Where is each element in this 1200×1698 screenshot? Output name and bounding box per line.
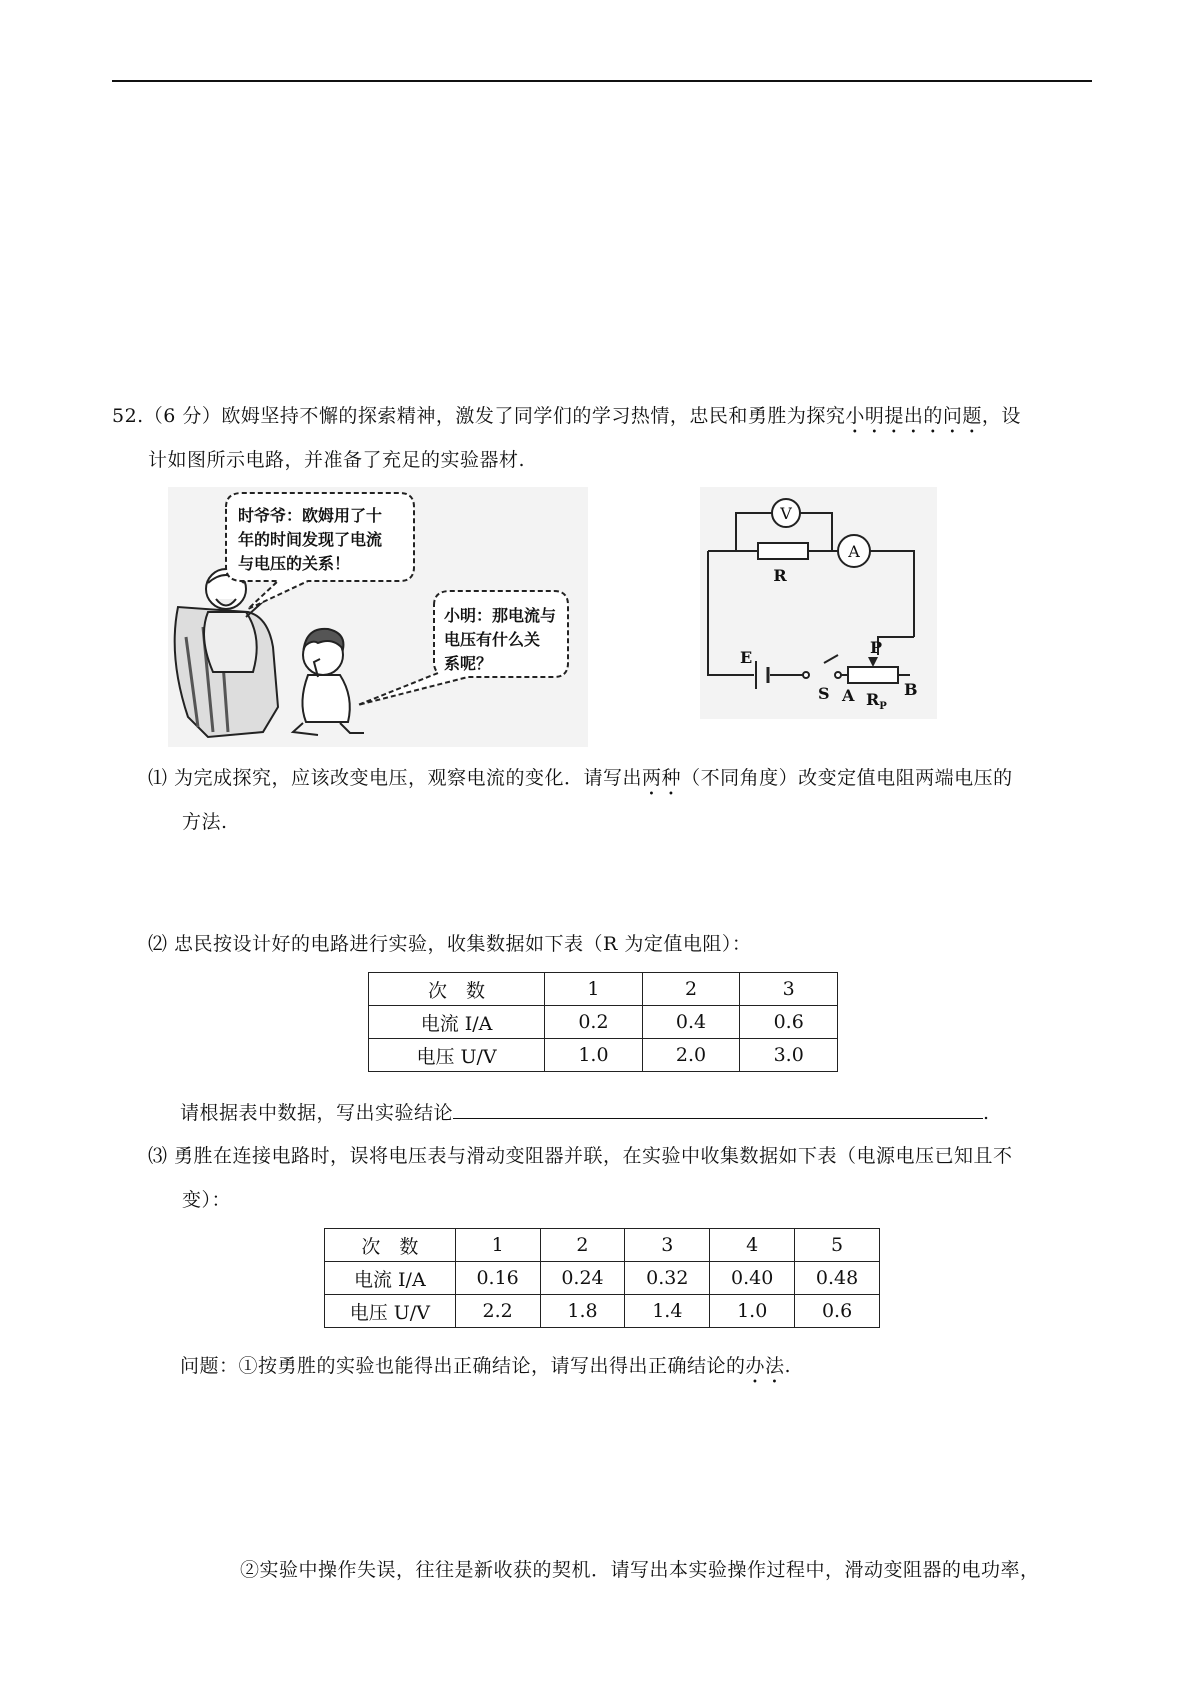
- part3-line-1: ⑶ 勇胜在连接电路时，误将电压表与滑动变阻器并联，在实验中收集数据如下表（电源电压已知且不: [148, 1145, 1013, 1167]
- table1-header-cell: 3: [740, 973, 838, 1006]
- table1-cell: 1.0: [545, 1039, 643, 1072]
- rheostat-label: $R_P$: [866, 690, 887, 712]
- table1-cell: 2.0: [642, 1039, 740, 1072]
- table1-row-label: 电压 U/V: [369, 1039, 545, 1072]
- table2-header-trials: 次 数: [325, 1229, 456, 1262]
- question-52-line-1: 52.（6 分）欧姆坚持不懈的探索精神，激发了同学们的学习热情，忠民和勇胜为探究小明提出的问题，设: [112, 405, 1021, 427]
- part2-intro: ⑵ 忠民按设计好的电路进行实验，收集数据如下表（R 为定值电阻）：: [148, 933, 752, 955]
- header-rule: [112, 80, 1092, 82]
- source-label: E: [740, 648, 753, 667]
- bubble2-line-3: 系呢？: [444, 654, 493, 673]
- part2-conclusion-line: 请根据表中数据，写出实验结论 .: [180, 1098, 990, 1127]
- table2-cell: 0.16: [455, 1262, 540, 1295]
- voltmeter-label: V: [780, 504, 792, 523]
- table1-header-cell: 2: [642, 973, 740, 1006]
- conclusion-answer-blank[interactable]: [453, 1098, 983, 1119]
- rheostat-end-a-label: A: [842, 686, 855, 705]
- table2-cell: 2.2: [455, 1295, 540, 1328]
- table2-cell: 0.48: [795, 1262, 880, 1295]
- table2-cell: 0.40: [710, 1262, 795, 1295]
- table1-cell: 0.6: [740, 1006, 838, 1039]
- part3-question-2: ②实验中操作失误，往往是新收获的契机．请写出本实验操作过程中，滑动变阻器的电功率，: [240, 1559, 1040, 1581]
- table2-cell: 1.8: [540, 1295, 625, 1328]
- bubble1-line-1: 时爷爷：欧姆用了十: [238, 506, 383, 525]
- switch-label: S: [818, 684, 830, 703]
- switch-contact-right: [835, 672, 841, 678]
- table2-header-cell: 4: [710, 1229, 795, 1262]
- question-52-line-2: 计如图所示电路，并准备了充足的实验器材.: [148, 449, 526, 471]
- table2-row-label: 电流 I/A: [325, 1262, 456, 1295]
- part1-line-1: ⑴ 为完成探究，应该改变电压，观察电流的变化．请写出两种（不同角度）改变定值电阻两端电压的: [148, 767, 1013, 789]
- table1-row-label: 电流 I/A: [369, 1006, 545, 1039]
- cartoon-figure: [168, 487, 588, 747]
- table2-cell: 0.24: [540, 1262, 625, 1295]
- table1-header-trials: 次 数: [369, 973, 545, 1006]
- part1-line-2: 方法.: [182, 811, 228, 833]
- switch-contact-left: [803, 672, 809, 678]
- table1-cell: 3.0: [740, 1039, 838, 1072]
- table1-header-cell: 1: [545, 973, 643, 1006]
- table2-header-cell: 2: [540, 1229, 625, 1262]
- table1-cell: 0.4: [642, 1006, 740, 1039]
- resistor-label: R: [773, 566, 787, 585]
- bubble2-line-2: 电压有什么关: [444, 630, 541, 649]
- table-fixed-resistor: [368, 972, 838, 1072]
- table2-row-label: 电压 U/V: [325, 1295, 456, 1328]
- slider-label: P: [870, 638, 883, 657]
- circuit-diagram: [700, 487, 937, 719]
- ammeter-label: A: [848, 542, 860, 561]
- bubble1-line-2: 年的时间发现了电流: [238, 530, 383, 549]
- table1-cell: 0.2: [545, 1006, 643, 1039]
- table2-header-cell: 1: [455, 1229, 540, 1262]
- rheostat-end-b-label: B: [904, 680, 918, 699]
- table2-cell: 0.6: [795, 1295, 880, 1328]
- table2-cell: 1.4: [625, 1295, 710, 1328]
- table2-cell: 0.32: [625, 1262, 710, 1295]
- table-rheostat: [324, 1228, 880, 1328]
- table2-cell: 1.0: [710, 1295, 795, 1328]
- rheostat-symbol: [848, 667, 898, 683]
- resistor-symbol: [758, 543, 808, 559]
- bubble1-line-3: 与电压的关系！: [238, 554, 351, 573]
- table2-header-cell: 5: [795, 1229, 880, 1262]
- part3-line-2: 变）：: [182, 1189, 232, 1211]
- table2-header-cell: 3: [625, 1229, 710, 1262]
- bubble2-line-1: 小明：那电流与: [444, 606, 557, 625]
- part3-question-1: 问题：①按勇胜的实验也能得出正确结论，请写出得出正确结论的办法.: [180, 1355, 792, 1377]
